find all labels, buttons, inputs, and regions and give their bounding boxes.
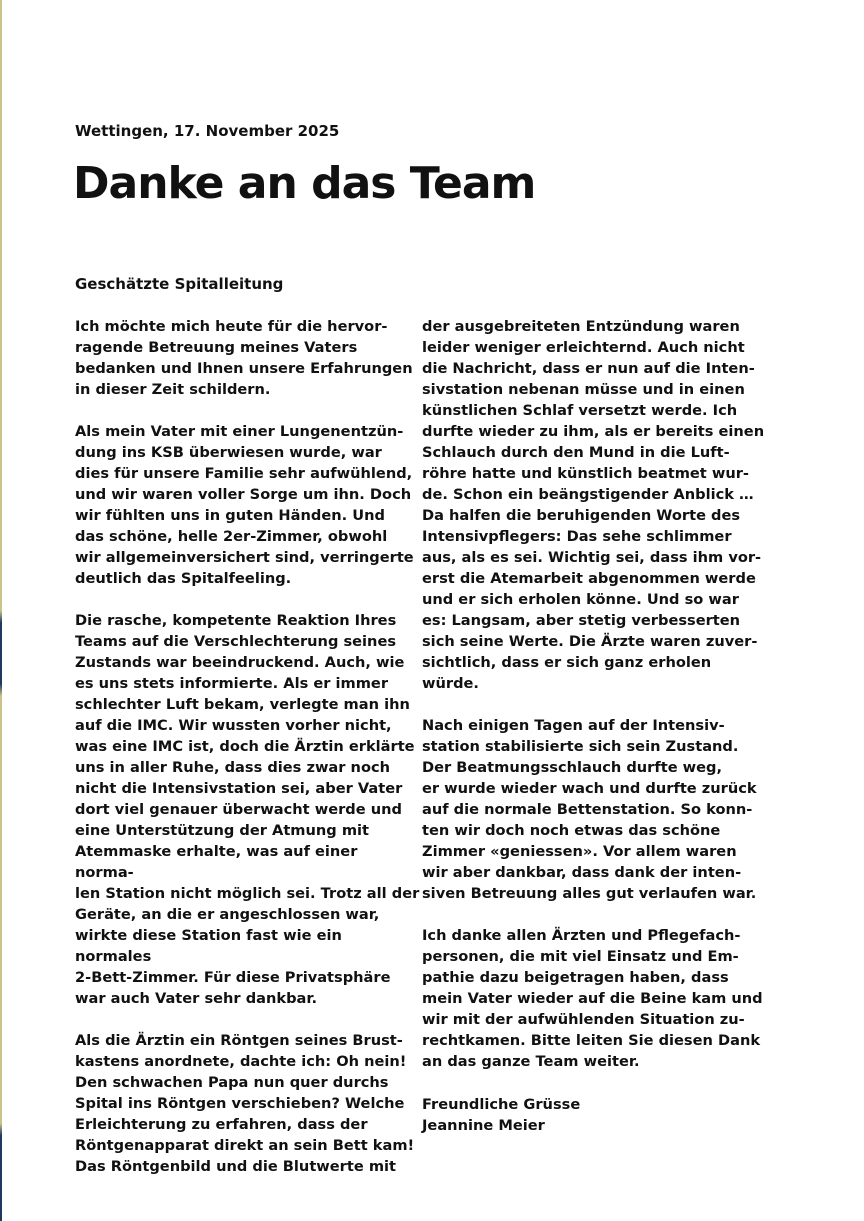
paragraph: Als mein Vater mit einer Lungenentzün- dung ins KSB überwiesen wurde, war dies für unsere Familie sehr aufwühlend, und wir waren voller Sorge um ihn. Doch wir fühlten uns in guten Händen. Und das schöne, helle 2er-Zimmer, obwohl wir allgemeinversichert sind, verringerte deutlich das Spitalfeeling. xyxy=(75,423,414,587)
paragraph: der ausgebreiteten Entzündung waren leider weniger erleichternd. Auch nicht die Nachricht, dass er nun auf die Inten- sivstation nebenan müsse und in einen künstlichen Schlaf versetzt werde. Ich durfte wieder zu ihm, als er bereits einen Schlauch durch den Mund in die Luft- röhre hatte und künstlich beatmet wur- de. Schon ein beängstigender Anblick … Da halfen die beruhigenden Worte des Intensivpflegers: Das sehe schlimmer aus, als es sei. Wichtig sei, dass ihm vor- erst die Atemarbeit abgenommen werde und er sich erholen könne. Und so war es: Langsam, aber stetig verbesserten sich seine Werte. Die Ärzte waren zuver- sichtlich, dass er sich ganz erholen würde. xyxy=(422,318,765,692)
letter-title: Danke an das Team xyxy=(73,158,536,209)
dateline: Wettingen, 17. November 2025 xyxy=(75,122,340,140)
paragraph: Ich danke allen Ärzten und Pflegefach- personen, die mit viel Einsatz und Em- pathie dazu beigetragen haben, dass mein Vater wieder auf die Beine kam und wir mit der aufwühlenden Situation zu- rechtkamen. Bitte leiten Sie diesen Dank an das ganze Team weiter. xyxy=(422,927,763,1070)
paragraph: Ich möchte mich heute für die hervor- ragende Betreuung meines Vaters bedanken und Ihnen unsere Erfahrungen in dieser Zeit schildern. xyxy=(75,318,413,398)
closing-block xyxy=(422,1094,580,1136)
page-edge-line xyxy=(0,0,2,1221)
salutation: Geschätzte Spitalleitung xyxy=(75,275,284,293)
right-column xyxy=(422,316,767,1093)
left-column xyxy=(75,316,420,1198)
paragraph: Nach einigen Tagen auf der Intensiv- station stabilisierte sich sein Zustand. Der Beatmungsschlauch durfte weg, er wurde wieder wach und durfte zurück auf die normale Bettenstation. So konn- ten wir doch noch etwas das schöne Zimmer «geniessen». Vor allem waren wir aber dankbar, dass dank der inten- siven Betreuung alles gut verlaufen war. xyxy=(422,717,757,902)
signature-name: Jeannine Meier xyxy=(422,1117,545,1134)
paragraph: Die rasche, kompetente Reaktion Ihres Teams auf die Verschlechterung seines Zustands war beeindruckend. Auch, wie es uns stets informierte. Als er immer schlechter Luft bekam, verlegte man ihn auf die IMC. Wir wussten vorher nicht, was eine IMC ist, doch die Ärztin erklärte uns in aller Ruhe, dass dies zwar noch nicht die Intensivstation sei, aber Vater dort viel genauer überwacht werde und eine Unterstützung der Atmung mit Atemmaske erhalte, was auf einer norma- len Station nicht möglich sei. Trotz all der Geräte, an die er angeschlossen war, wirkte diese Station fast wie ein normales 2-Bett-Zimmer. Für diese Privatsphäre war auch Vater sehr dankbar. xyxy=(75,612,420,1007)
paragraph: Als die Ärztin ein Röntgen seines Brust- kastens anordnete, dachte ich: Oh nein! Den schwachen Papa nun quer durchs Spital ins Röntgen verschieben? Welche Erleichterung zu erfahren, dass der Röntgenapparat direkt an sein Bett kam! Das Röntgenbild und die Blutwerte mit xyxy=(75,1032,415,1175)
closing-greeting: Freundliche Grüsse xyxy=(422,1096,581,1113)
